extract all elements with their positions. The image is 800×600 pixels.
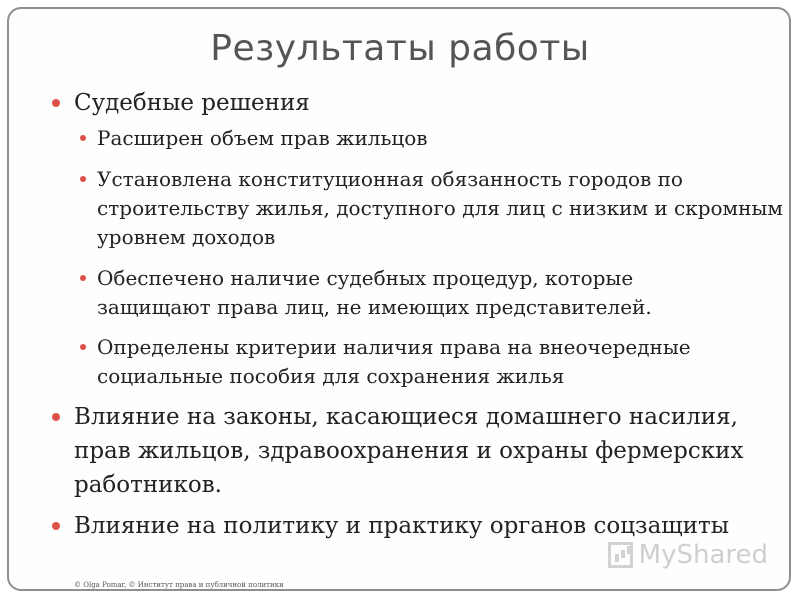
bullet-text: Влияние на политику и практику органов соцзащиты — [74, 513, 730, 539]
bullet-text: Определены критерии наличия права на внеочередные социальные пособия для сохранения жилья — [97, 335, 691, 388]
chart-icon — [608, 542, 633, 568]
bullet-item — [74, 400, 784, 502]
sub-bullet-item — [97, 333, 777, 391]
bullet-item — [74, 86, 774, 120]
bullet-text: Обеспечено наличие судебных процедур, которые защищают права лиц, не имеющих представителей. — [97, 266, 652, 319]
bullet-text: Судебные решения — [74, 90, 310, 116]
watermark-text: MyShared — [638, 540, 768, 570]
slide-title: Результаты работы — [210, 28, 590, 69]
bullet-dot-icon — [80, 135, 86, 141]
sub-bullet-item — [97, 165, 787, 252]
bullet-text: Установлена конституционная обязанность городов по строительству жилья, доступного для лиц с низким и скромным уровнем доходов — [97, 167, 783, 249]
footer-credits: © Olga Pomar, © Институт права и публичной политики — [74, 581, 284, 589]
bullet-dot-icon — [52, 99, 60, 107]
bullet-text: Расширен объем прав жильцов — [97, 126, 428, 150]
bullet-text: Влияние на законы, касающиеся домашнего насилия, прав жильцов, здравоохранения и охраны фермерских работников. — [74, 404, 744, 498]
bullet-dot-icon — [80, 176, 86, 182]
bullet-dot-icon — [80, 275, 86, 281]
bullet-dot-icon — [80, 344, 86, 350]
watermark-logo — [608, 535, 768, 575]
bullet-dot-icon — [52, 413, 60, 421]
bullet-dot-icon — [52, 522, 60, 530]
sub-bullet-item — [97, 124, 777, 153]
sub-bullet-item — [97, 264, 737, 322]
